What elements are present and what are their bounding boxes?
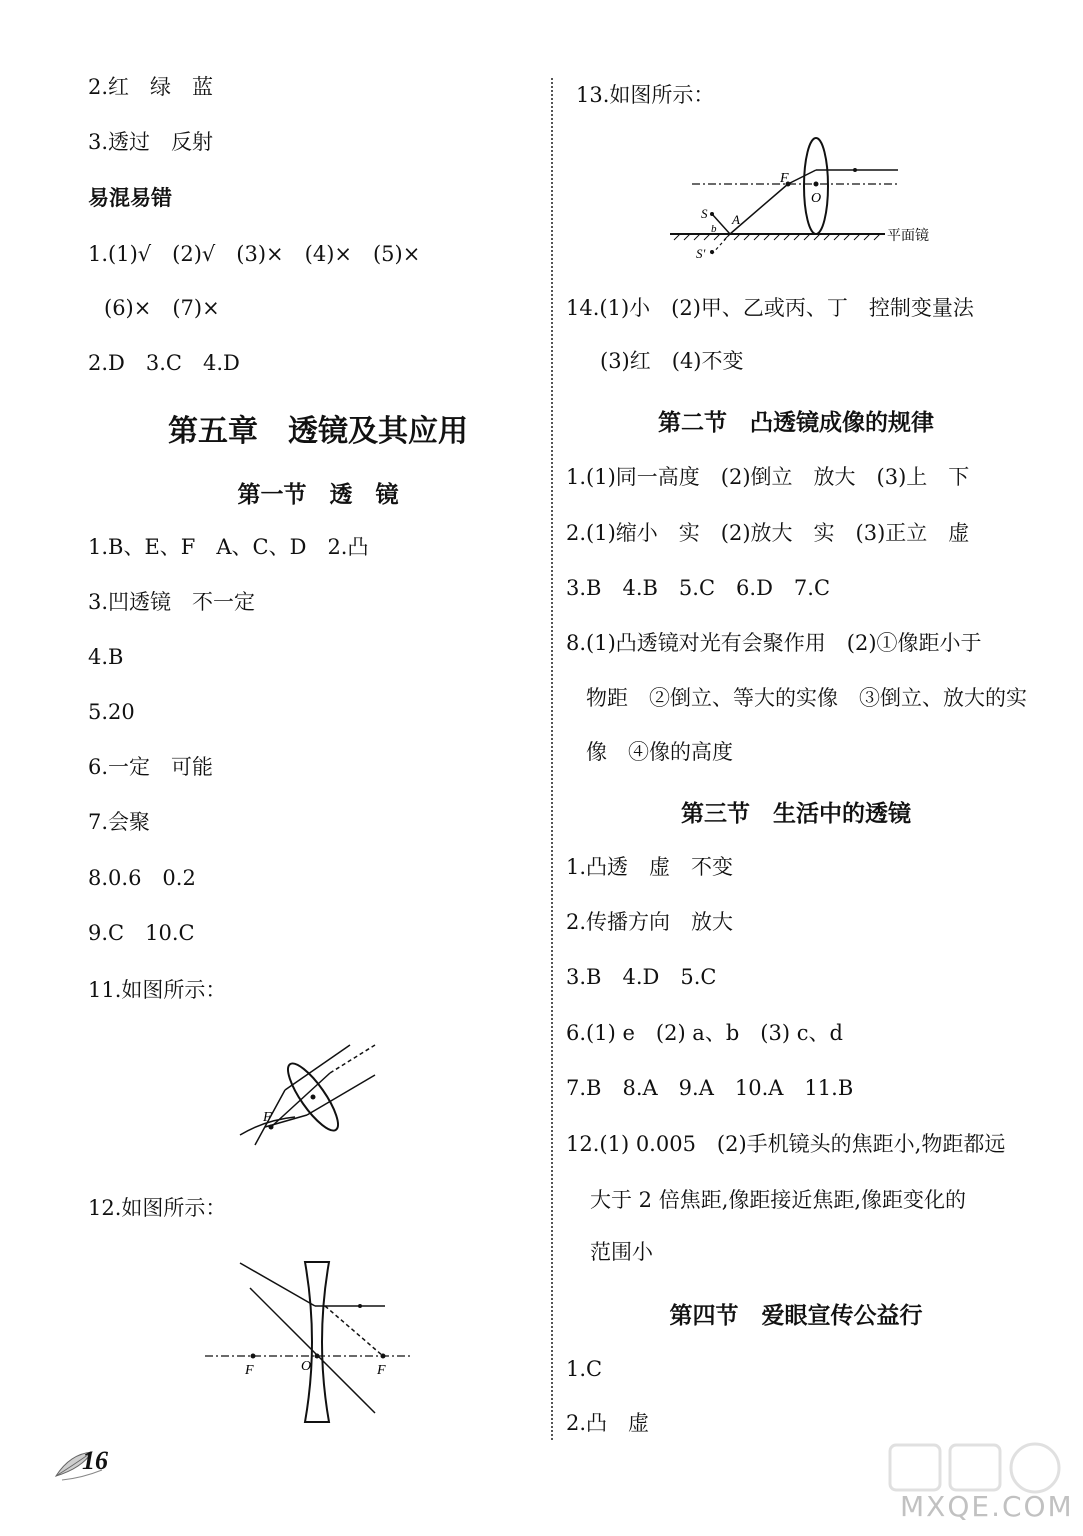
answer-line: 1.B、E、F A、C、D 2.凸 [88, 535, 369, 559]
page-number: 16 [82, 1446, 108, 1475]
column-divider [551, 78, 553, 1440]
answer-line: 12.如图所示： [88, 1196, 227, 1220]
answer-line: 3.B 4.D 5.C [566, 965, 717, 989]
answer-line: 2.D 3.C 4.D [88, 351, 240, 375]
answer-line: 14.(1)小 (2)甲、乙或丙、丁 控制变量法 [566, 296, 974, 320]
answer-line: 6.一定 可能 [88, 755, 214, 779]
fig12-o-label: O [301, 1359, 312, 1374]
section-title: 第一节 透 镜 [237, 481, 399, 508]
answer-line: 1.(1)√ (2)√ (3)× (4)× (5)× [88, 242, 421, 266]
answer-line: 6.(1) e (2) a、b (3) c、d [566, 1021, 843, 1045]
answer-line: 1.C [566, 1357, 603, 1381]
answer-line: 4.B [88, 645, 124, 669]
answer-line: 像 ④像的高度 [586, 740, 733, 764]
fig12-f-left-label: F [245, 1363, 254, 1378]
section-title: 第三节 生活中的透镜 [681, 800, 911, 827]
fig13-f-label: F [780, 171, 789, 186]
answer-line: 2.(1)缩小 实 (2)放大 实 (3)正立 虚 [566, 521, 970, 545]
answer-line: 1.凸透 虚 不变 [566, 855, 734, 879]
answer-line: 13.如图所示： [576, 83, 715, 107]
answer-line: (6)× (7)× [104, 296, 220, 320]
answer-line: 11.如图所示： [88, 978, 227, 1002]
answer-line: 2.红 绿 蓝 [88, 75, 214, 99]
answer-line: 12.(1) 0.005 (2)手机镜头的焦距小,物距都远 [566, 1132, 1006, 1156]
fig13-s-label: S [701, 206, 708, 221]
confuse-title: 易混易错 [88, 185, 172, 210]
answer-line: (3)红 (4)不变 [600, 349, 744, 373]
figure-12-concave-lens [205, 1258, 415, 1428]
fig13-s-prime-label: S' [696, 246, 706, 261]
answer-line: 3.凹透镜 不一定 [88, 590, 256, 614]
answer-line: 大于 2 倍焦距,像距接近焦距,像距变化的 [590, 1188, 967, 1212]
answer-line: 3.B 4.B 5.C 6.D 7.C [566, 576, 831, 600]
answer-line: 9.C 10.C [88, 921, 195, 945]
answer-line: 5.20 [88, 700, 135, 724]
answer-line: 2.凸 虚 [566, 1411, 650, 1435]
section-title: 第四节 爱眼宣传公益行 [669, 1302, 923, 1329]
answer-line: 8.0.6 0.2 [88, 866, 196, 890]
fig13-mirror-label: 平面镜 [887, 229, 929, 244]
fig13-o-label: O [811, 191, 822, 206]
watermark-text: MXQE.COM [900, 1490, 1074, 1523]
answer-line: 范围小 [590, 1240, 653, 1264]
fig13-a-label: A [732, 212, 740, 227]
fig13-b-label: b [711, 223, 717, 235]
answer-line: 1.(1)同一高度 (2)倒立 放大 (3)上 下 [566, 465, 970, 489]
answer-line: 7.B 8.A 9.A 10.A 11.B [566, 1076, 854, 1100]
fig12-f-right-label: F [377, 1363, 386, 1378]
answer-line: 7.会聚 [88, 810, 151, 834]
answer-line: 物距 ②倒立、等大的实像 ③倒立、放大的实 [586, 686, 1027, 710]
answer-line: 8.(1)凸透镜对光有会聚作用 (2)①像距小于 [566, 631, 982, 655]
figure-13-lens-mirror [670, 136, 950, 261]
section-title: 第二节 凸透镜成像的规律 [658, 409, 934, 436]
answer-line: 3.透过 反射 [88, 130, 214, 154]
answer-line: 2.传播方向 放大 [566, 910, 734, 934]
chapter-title: 第五章 透镜及其应用 [168, 414, 468, 449]
fig11-f-label: F [263, 1110, 272, 1125]
figure-11-convex-lens [235, 1035, 395, 1160]
